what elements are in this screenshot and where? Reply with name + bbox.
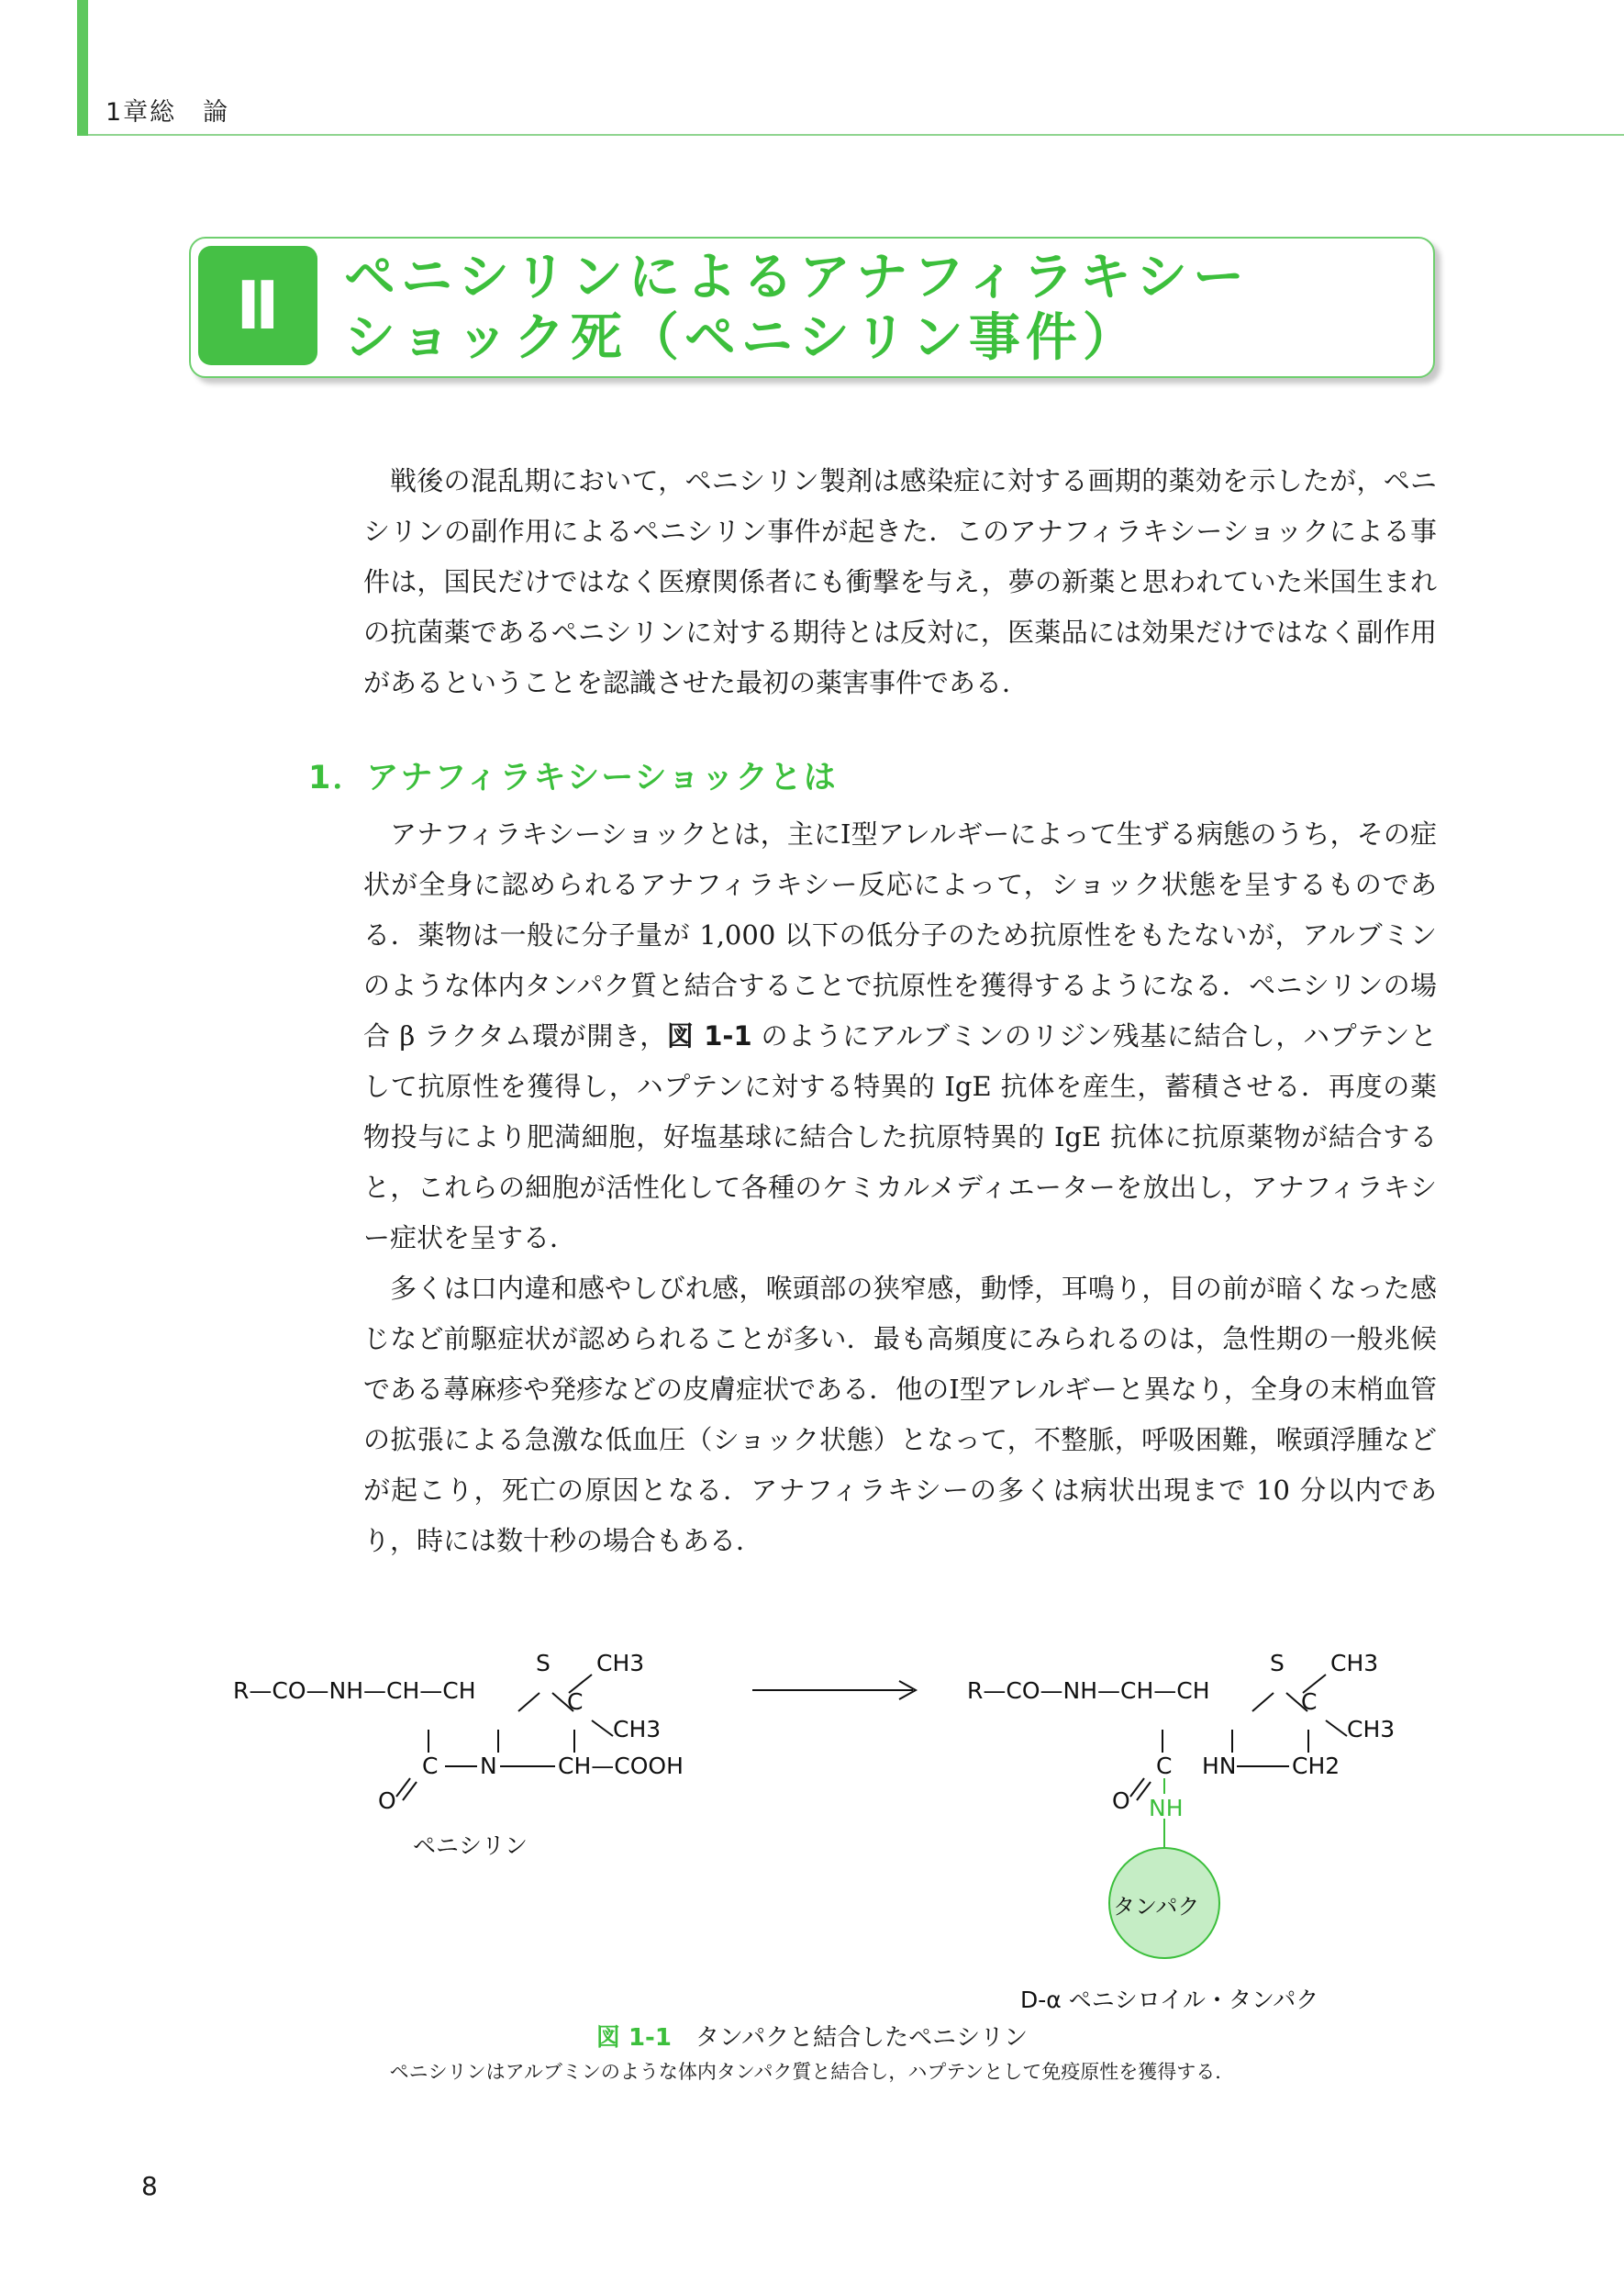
- bond-line: [1326, 1720, 1347, 1736]
- figure-reference-link[interactable]: 図 1-1: [666, 1020, 752, 1052]
- adduct-c-bottom: C: [1156, 1753, 1173, 1779]
- figure-1-1: [220, 1624, 1413, 2028]
- adduct-s: S: [1270, 1650, 1285, 1676]
- penicillin-c-bottom: C: [422, 1753, 439, 1779]
- adduct-ch3-top: CH3: [1330, 1650, 1379, 1676]
- intro-paragraph: 戦後の混乱期において，ペニシリン製剤は感染症に対する画期的薬効を示したが，ペニシリンの副作用によるペニシリン事件が起きた．このアナフィラキシーショックによる事件は，国民だけではなく医療関係者にも衝撃を与え，夢の新薬と思われていた米国生まれの抗菌薬であるペニシリンに対する期待とは反対に，医薬品には効果だけではなく副作用があるということを認識させた最初の薬害事件である．: [363, 465, 1437, 698]
- penicillin-s: S: [536, 1650, 551, 1676]
- adduct-ch3-right: CH3: [1347, 1716, 1396, 1742]
- penicillin-ch3-top: CH3: [596, 1650, 645, 1676]
- adduct-name: D-α ペニシロイル・タンパク: [1020, 1987, 1319, 2013]
- section-title-line1: ペニシリンによるアナフィラキシー: [344, 248, 1250, 307]
- adduct-hn: HN: [1202, 1753, 1237, 1779]
- adduct-c: C: [1301, 1688, 1318, 1715]
- page-number: 8: [141, 2171, 158, 2201]
- section-title-line2: ショック死（ペニシリン事件）: [344, 308, 1140, 368]
- penicillin-o: O: [378, 1787, 396, 1814]
- section-number-badge: Ⅱ: [198, 246, 317, 365]
- header-rule: [88, 134, 1624, 136]
- adduct-chain: R—CO—NH—CH—CH: [967, 1677, 1210, 1704]
- section-title: [344, 248, 1408, 369]
- figure-caption-label: 図 1-1: [595, 2024, 672, 2052]
- header-accent-bar: [77, 0, 88, 136]
- paragraph-text: のようにアルブミンのリジン残基に結合し，ハプテンとして抗原性を獲得し，ハプテンに対する特異的 IgE 抗体を産生，蓄積させる．再度の薬物投与により肥満細胞，好塩基球に結合した抗原特異的 IgE 抗体に抗原薬物が結合すると，これらの細胞が活性化して各種のケミカルメディエーターを放出し，アナフィラキシー症状を呈する．: [363, 1020, 1437, 1253]
- penicillin-ch-cooh: CH—COOH: [558, 1753, 684, 1779]
- penicillin-ch3-right: CH3: [613, 1716, 662, 1742]
- body-paragraph-3: 多くは口内違和感やしびれ感，喉頭部の狭窄感，動悸，耳鳴り，目の前が暗くなった感じなど前駆症状が認められることが多い．最も高頻度にみられるのは，急性期の一般兆候である蕁麻疹や発疹などの皮膚症状である．他のⅠ型アレルギーと異なり，全身の末梢血管の拡張による急激な低血圧（ショック状態）となって，不整脈，呼吸困難，喉頭浮腫などが起こり，死亡の原因となる．アナフィラキシーの多くは病状出現まで 10 分以内であり，時には数十秒の場合もある．: [363, 1273, 1437, 1556]
- figure-caption: [0, 2019, 1624, 2053]
- penicillin-chain: R—CO—NH—CH—CH: [233, 1677, 476, 1704]
- subsection-heading: 1．アナフィラキシーショックとは: [308, 760, 838, 796]
- figure-description: ペニシリンはアルブミンのような体内タンパク質と結合し，ハプテンとして免疫原性を獲得する．: [389, 2061, 1235, 2083]
- adduct-o: O: [1112, 1787, 1130, 1814]
- figure-caption-title: タンパクと結合したペニシリン: [695, 2024, 1029, 2052]
- paragraph-text: アナフィラキシーショックとは，主にⅠ型アレルギーによって生ずる病態のうち，その症状が全身に認められるアナフィラキシー反応によって，ショック状態を呈するものである．薬物は一般に分子量が 1,000 以下の低分子のため抗原性をもたないが，アルブミンのような体内タンパク質と結合することで抗原性を獲得するようになる．ペニシリンの場合 β ラクタム環が開き，: [363, 818, 1437, 1052]
- adduct-ch2: CH2: [1292, 1753, 1340, 1779]
- bond-line: [518, 1693, 539, 1711]
- penicillin-n: N: [480, 1753, 497, 1779]
- bond-line: [1252, 1693, 1274, 1711]
- body-paragraph-2: [363, 809, 1437, 1263]
- penicillin-name: ペニシリン: [413, 1832, 528, 1859]
- adduct-nh: NH: [1149, 1795, 1184, 1821]
- penicillin-c: C: [567, 1688, 584, 1715]
- protein-label: タンパク: [1113, 1894, 1200, 1920]
- chapter-label: 1章総 論: [106, 98, 230, 127]
- bond-line: [592, 1720, 613, 1736]
